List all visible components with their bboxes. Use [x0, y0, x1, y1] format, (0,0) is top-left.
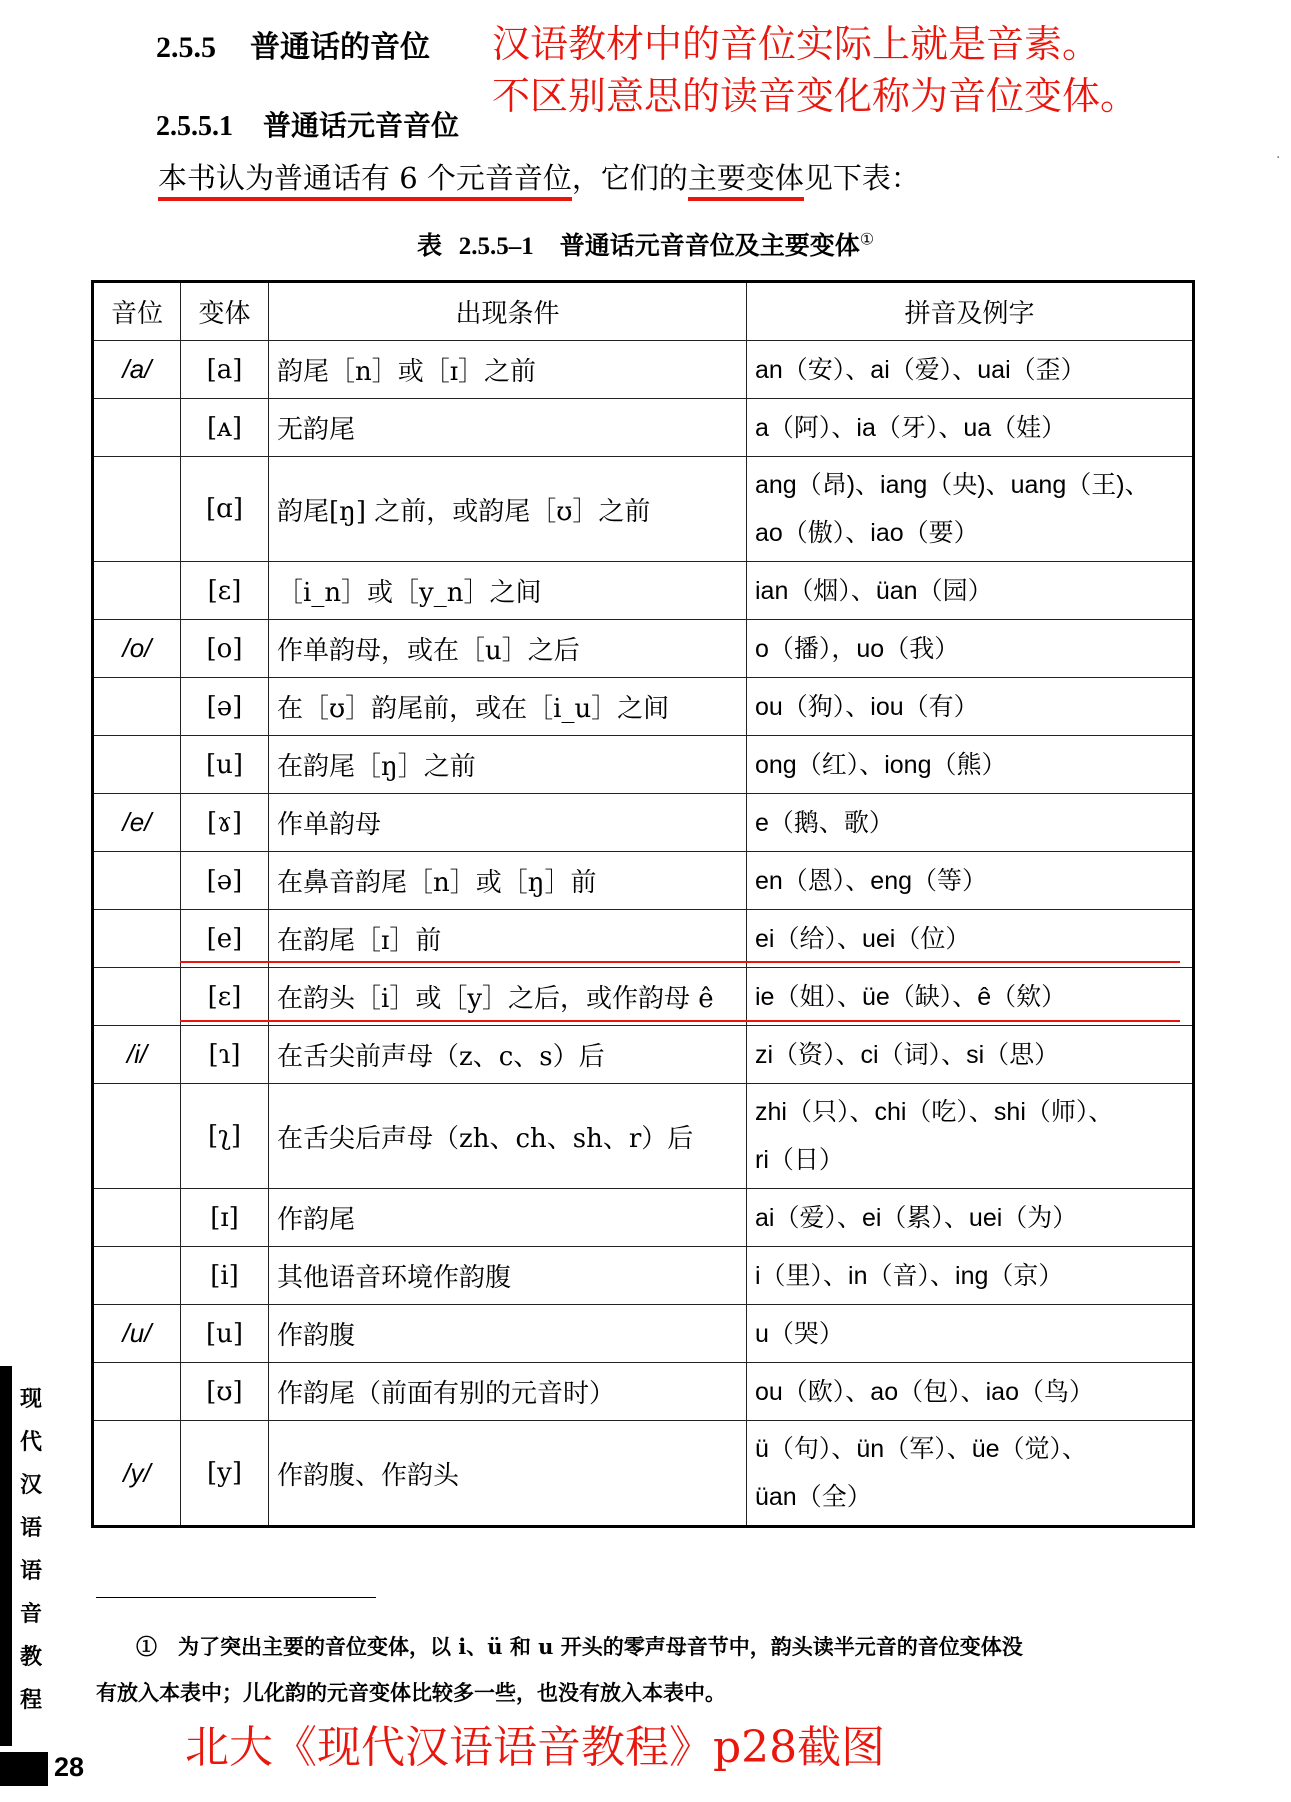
cell-condition: 在［ʊ］韵尾前，或在［i_u］之间	[269, 678, 747, 736]
table-row	[93, 1084, 1194, 1189]
table-row	[93, 341, 1194, 399]
annotation-line-1: 汉语教材中的音位实际上就是音素。	[492, 22, 1101, 66]
intro-paragraph	[158, 156, 920, 197]
cell-phoneme: /e/	[93, 794, 181, 852]
cell-phoneme	[93, 562, 181, 620]
caption-prefix: 表	[416, 231, 442, 260]
sidebar-char: 汉	[19, 1472, 42, 1498]
example-line: ian（烟）、üan（园）	[755, 576, 993, 605]
example-line: ü（句）、ün（军）、üe（觉）、	[755, 1435, 1088, 1463]
example-line: ou（狗）、iou（有）	[755, 692, 979, 721]
cell-condition: 韵尾［n］或［ɪ］之前	[269, 341, 747, 399]
table-row	[93, 399, 1194, 457]
cell-condition: 作单韵母	[269, 794, 747, 852]
cell-condition: 在韵尾［ɪ］前	[269, 910, 747, 968]
cell-variant: [i]	[181, 1247, 269, 1305]
caption-footnote-mark: ①	[859, 229, 875, 249]
header-examples: 拼音及例字	[747, 282, 1194, 341]
vowel-phoneme-table	[91, 280, 1195, 1528]
red-annotation-top	[492, 18, 1138, 122]
cell-examples	[747, 1189, 1194, 1247]
sidebar-char: 语	[19, 1558, 42, 1584]
sidebar-book-title	[16, 1378, 46, 1722]
cell-examples	[747, 968, 1194, 1026]
cell-condition: 作韵尾（前面有别的元音时）	[269, 1363, 747, 1421]
cell-examples	[747, 852, 1194, 910]
cell-variant: [ɛ]	[181, 562, 269, 620]
cell-examples	[747, 794, 1194, 852]
cell-phoneme	[93, 457, 181, 562]
cell-variant: [y]	[181, 1421, 269, 1527]
cell-variant: [ɛ]	[181, 968, 269, 1026]
table-row	[93, 736, 1194, 794]
cell-phoneme	[93, 1247, 181, 1305]
cell-phoneme	[93, 1189, 181, 1247]
cell-variant: [u]	[181, 1305, 269, 1363]
footnote-rule	[96, 1597, 376, 1598]
table-row	[93, 1421, 1194, 1527]
cell-phoneme: /i/	[93, 1026, 181, 1084]
cell-variant: [ɤ]	[181, 794, 269, 852]
sidebar-char: 音	[19, 1601, 42, 1627]
table-row	[93, 1189, 1194, 1247]
table-row	[93, 1026, 1194, 1084]
cell-examples	[747, 399, 1194, 457]
cell-phoneme: /y/	[93, 1421, 181, 1527]
cell-condition: 在韵头［i］或［y］之后，或作韵母 ê	[269, 968, 747, 1026]
annotation-line-2: 不区别意思的读音变化称为音位变体。	[492, 74, 1139, 118]
caption-title: 普通话元音音位及主要变体	[559, 231, 860, 260]
sidebar-char: 代	[19, 1429, 42, 1455]
cell-phoneme: /o/	[93, 620, 181, 678]
example-line: e（鹅、歌）	[755, 808, 894, 837]
cell-phoneme	[93, 678, 181, 736]
example-line: a（阿）、ia（牙）、ua（娃）	[755, 413, 1067, 442]
cell-condition: 在舌尖后声母（zh、ch、sh、r）后	[269, 1084, 747, 1189]
cell-condition: 其他语音环境作韵腹	[269, 1247, 747, 1305]
footnote-line-1: ① 为了突出主要的音位变体，以 i、ü 和 u 开头的零声母音节中，韵头读半元音的音位变体没	[136, 1634, 1023, 1659]
example-line: ai（爱）、ei（累）、uei（为）	[755, 1203, 1078, 1232]
example-line: u（哭）	[755, 1319, 844, 1348]
sidebar-char: 语	[19, 1515, 42, 1541]
cell-condition: 作单韵母，或在［u］之后	[269, 620, 747, 678]
section-number: 2.5.5	[156, 31, 216, 64]
cell-variant: [ə]	[181, 678, 269, 736]
page-number: 28	[54, 1752, 85, 1782]
sidebar-char: 程	[19, 1687, 42, 1713]
cell-condition: 在韵尾［ŋ］之前	[269, 736, 747, 794]
table-row	[93, 794, 1194, 852]
cell-variant: [ʊ]	[181, 1363, 269, 1421]
cell-examples	[747, 620, 1194, 678]
cell-examples	[747, 1247, 1194, 1305]
example-line: ang（昂)、iang（央)、uang（王)、	[755, 471, 1150, 499]
cell-variant: [o]	[181, 620, 269, 678]
footnote	[96, 1624, 1206, 1716]
example-line: zi（资）、ci（词）、si（思）	[755, 1040, 1060, 1069]
example-line: o（播），uo（我）	[755, 634, 960, 663]
section-title: 普通话的音位	[250, 30, 430, 65]
example-line: en（恩）、eng（等）	[755, 866, 988, 895]
cell-examples	[747, 910, 1194, 968]
example-line: ong（红）、iong（熊）	[755, 750, 1007, 779]
example-line: üan（全）	[755, 1483, 872, 1511]
caption-number: 2.5.5–1	[458, 233, 534, 260]
cell-examples	[747, 1305, 1194, 1363]
cell-phoneme	[93, 1363, 181, 1421]
cell-phoneme	[93, 910, 181, 968]
table-body	[93, 341, 1194, 1527]
header-variant: 变体	[181, 282, 269, 341]
table-row	[93, 620, 1194, 678]
section-heading-2-5-5	[156, 22, 430, 66]
cell-condition: 在舌尖前声母（z、c、s）后	[269, 1026, 747, 1084]
cell-variant: [u]	[181, 736, 269, 794]
table-header-row	[93, 282, 1194, 341]
example-line: an（安）、ai（爱）、uai（歪）	[755, 355, 1086, 384]
table-row	[93, 1305, 1194, 1363]
subsection-title: 普通话元音音位	[263, 109, 460, 142]
cell-variant: [ᴀ]	[181, 399, 269, 457]
header-phoneme: 音位	[93, 282, 181, 341]
red-highlight-line-bottom	[180, 1020, 1180, 1022]
example-line: i（里）、in（音）、ing（京）	[755, 1261, 1064, 1290]
scan-dot: ·	[1276, 150, 1281, 166]
example-line: ie（姐）、üe（缺）、ê（欸）	[755, 982, 1067, 1011]
example-line: ao（傲）、iao（要）	[755, 519, 979, 547]
cell-examples	[747, 1084, 1194, 1189]
cell-condition: 作韵腹	[269, 1305, 747, 1363]
cell-variant: [ʅ]	[181, 1084, 269, 1189]
table-row	[93, 968, 1194, 1026]
sidebar-char: 教	[19, 1644, 42, 1670]
cell-examples	[747, 678, 1194, 736]
cell-phoneme	[93, 399, 181, 457]
table-row	[93, 457, 1194, 562]
table-row	[93, 910, 1194, 968]
cell-variant: [ə]	[181, 852, 269, 910]
example-line: zhi（只）、chi（吃）、shi（师）、	[755, 1098, 1114, 1126]
footnote-line-2: 有放入本表中；儿化韵的元音变体比较多一些，也没有放入本表中。	[96, 1680, 726, 1705]
cell-condition: ［i_n］或［y_n］之间	[269, 562, 747, 620]
cell-examples	[747, 341, 1194, 399]
cell-condition: 韵尾[ŋ] 之前，或韵尾［ʊ］之前	[269, 457, 747, 562]
cell-examples	[747, 1026, 1194, 1084]
cell-phoneme	[93, 736, 181, 794]
header-condition: 出现条件	[269, 282, 747, 341]
table-row	[93, 1363, 1194, 1421]
page-number-box	[0, 1752, 48, 1786]
intro-text-4: 见下表：	[803, 161, 920, 195]
cell-condition: 作韵尾	[269, 1189, 747, 1247]
cell-examples	[747, 1421, 1194, 1527]
example-line: ei（给）、uei（位）	[755, 924, 971, 953]
cell-examples	[747, 457, 1194, 562]
table-caption	[0, 226, 1291, 262]
cell-examples	[747, 736, 1194, 794]
subsection-number: 2.5.5.1	[156, 111, 233, 142]
cell-examples	[747, 562, 1194, 620]
example-line: ou（欧）、ao（包）、iao（鸟）	[755, 1377, 1094, 1406]
red-annotation-bottom: 北大《现代汉语语音教程》p28截图	[185, 1722, 886, 1773]
table-row	[93, 1247, 1194, 1305]
cell-phoneme: /u/	[93, 1305, 181, 1363]
cell-variant: [a]	[181, 341, 269, 399]
cell-variant: [ɿ]	[181, 1026, 269, 1084]
page-edge-bar	[0, 1366, 12, 1746]
red-highlight-line-top	[180, 961, 1180, 963]
cell-phoneme	[93, 968, 181, 1026]
intro-text-2: ，它们的	[571, 161, 688, 195]
underlined-phrase-main-variants: 主要变体	[688, 161, 804, 201]
cell-phoneme	[93, 852, 181, 910]
cell-variant: [ɪ]	[181, 1189, 269, 1247]
table-row	[93, 562, 1194, 620]
cell-phoneme: /a/	[93, 341, 181, 399]
example-line: ri（日）	[755, 1146, 844, 1174]
sidebar-char: 现	[19, 1386, 42, 1412]
subsection-heading-2-5-5-1	[156, 104, 459, 144]
cell-examples	[747, 1363, 1194, 1421]
cell-condition: 在鼻音韵尾［n］或［ŋ］前	[269, 852, 747, 910]
cell-variant: [ɑ]	[181, 457, 269, 562]
underlined-phrase-6-vowel-phonemes: 本书认为普通话有 6 个元音音位	[158, 161, 572, 201]
table-row	[93, 852, 1194, 910]
cell-condition: 作韵腹、作韵头	[269, 1421, 747, 1527]
cell-variant: [e]	[181, 910, 269, 968]
cell-condition: 无韵尾	[269, 399, 747, 457]
table-row	[93, 678, 1194, 736]
cell-phoneme	[93, 1084, 181, 1189]
